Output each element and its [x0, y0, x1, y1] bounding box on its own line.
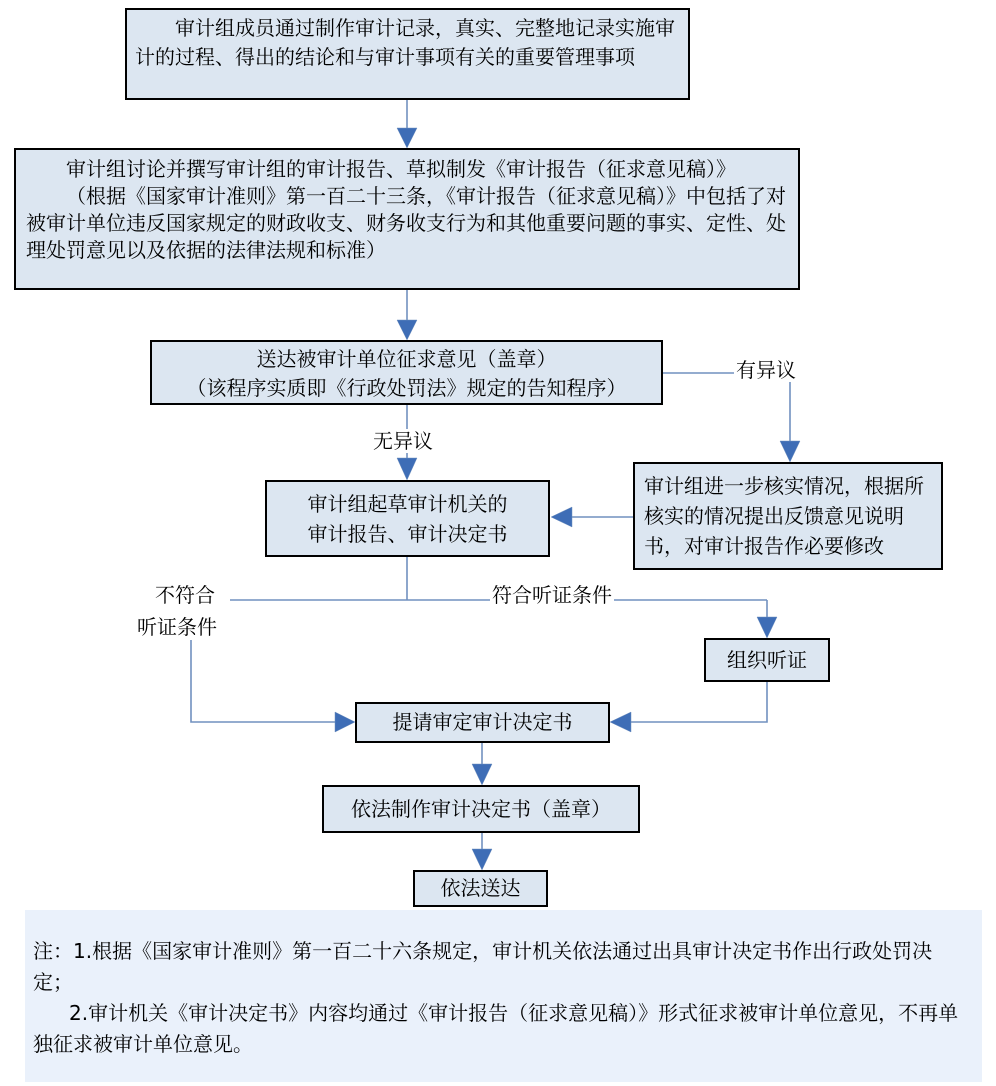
connector-notmeet-to-submit: [191, 640, 355, 732]
box-deliver-line1: 送达被审计单位征求意见（盖章）: [256, 347, 557, 371]
edge-label-not-meet-hearing-line2: 听证条件: [137, 615, 217, 639]
edge-label-not-meet-hearing-line1: 不符合: [155, 583, 215, 607]
connector-submit-to-make: [472, 743, 492, 785]
connector-make-to-serve: [472, 833, 492, 870]
box-audit-record: [125, 8, 690, 100]
box-draft-audit-report-p2: （根据《国家审计准则》第一百二十三条，《审计报告（征求意见稿）》中包括了对被审计单位违反国家规定的财政收支、财务收支行为和其他重要问题的事实、定性、处理处罚意见以及依据的法律法规和标准）: [26, 184, 786, 262]
edge-label-has-objection: 有异议: [736, 358, 796, 382]
connector-deliver-to-verify: [663, 373, 800, 462]
box-draft-decision-document: [265, 480, 550, 557]
box-further-verification: [633, 462, 943, 570]
connector-hearing-to-submit: [610, 682, 767, 732]
footnote-line2: 2.审计机关《审计决定书》内容均通过《审计报告（征求意见稿）》形式征求被审计单位意见，不再单独征求被审计单位意见。: [33, 1001, 959, 1056]
edge-label-meet-hearing: 符合听证条件: [492, 583, 612, 607]
box-deliver-line2: （该程序实质即《行政处罚法》规定的告知程序）: [186, 376, 627, 400]
box-serve-by-law: 依法送达: [413, 870, 548, 907]
box-submit-decision-for-review: 提请审定审计决定书: [355, 702, 610, 743]
box-draft-decision-line1: 审计组起草审计机关的: [307, 492, 508, 516]
box-organize-hearing: 组织听证: [704, 638, 830, 682]
edge-label-no-objection: 无异议: [373, 429, 433, 453]
box-deliver-for-comments: [150, 340, 663, 405]
connector-draft-report-to-deliver: [397, 290, 417, 340]
box-draft-audit-report: [14, 148, 800, 290]
footnote-line1: 注：1.根据《国家审计准则》第一百二十六条规定，审计机关依法通过出具审计决定书作出行政处罚决定；: [33, 939, 933, 994]
box-audit-record-text: 审计组成员通过制作审计记录，真实、完整地记录实施审计的过程、得出的结论和与审计事项有关的重要管理事项: [135, 16, 675, 69]
connector-meet-to-hearing: [757, 600, 777, 638]
box-further-verification-text: 审计组进一步核实情况，根据所核实的情况提出反馈意见说明书，对审计报告作必要修改: [644, 474, 924, 558]
footnote: [25, 910, 982, 1082]
connector-record-to-draft-report: [397, 100, 417, 148]
box-make-decision-with-seal: 依法制作审计决定书（盖章）: [322, 785, 640, 833]
box-draft-decision-line2: 审计报告、审计决定书: [307, 522, 508, 546]
connector-verify-to-draft-decision: [551, 507, 633, 527]
box-draft-audit-report-p1: 审计组讨论并撰写审计组的审计报告、草拟制发《审计报告（征求意见稿）》: [66, 157, 736, 181]
